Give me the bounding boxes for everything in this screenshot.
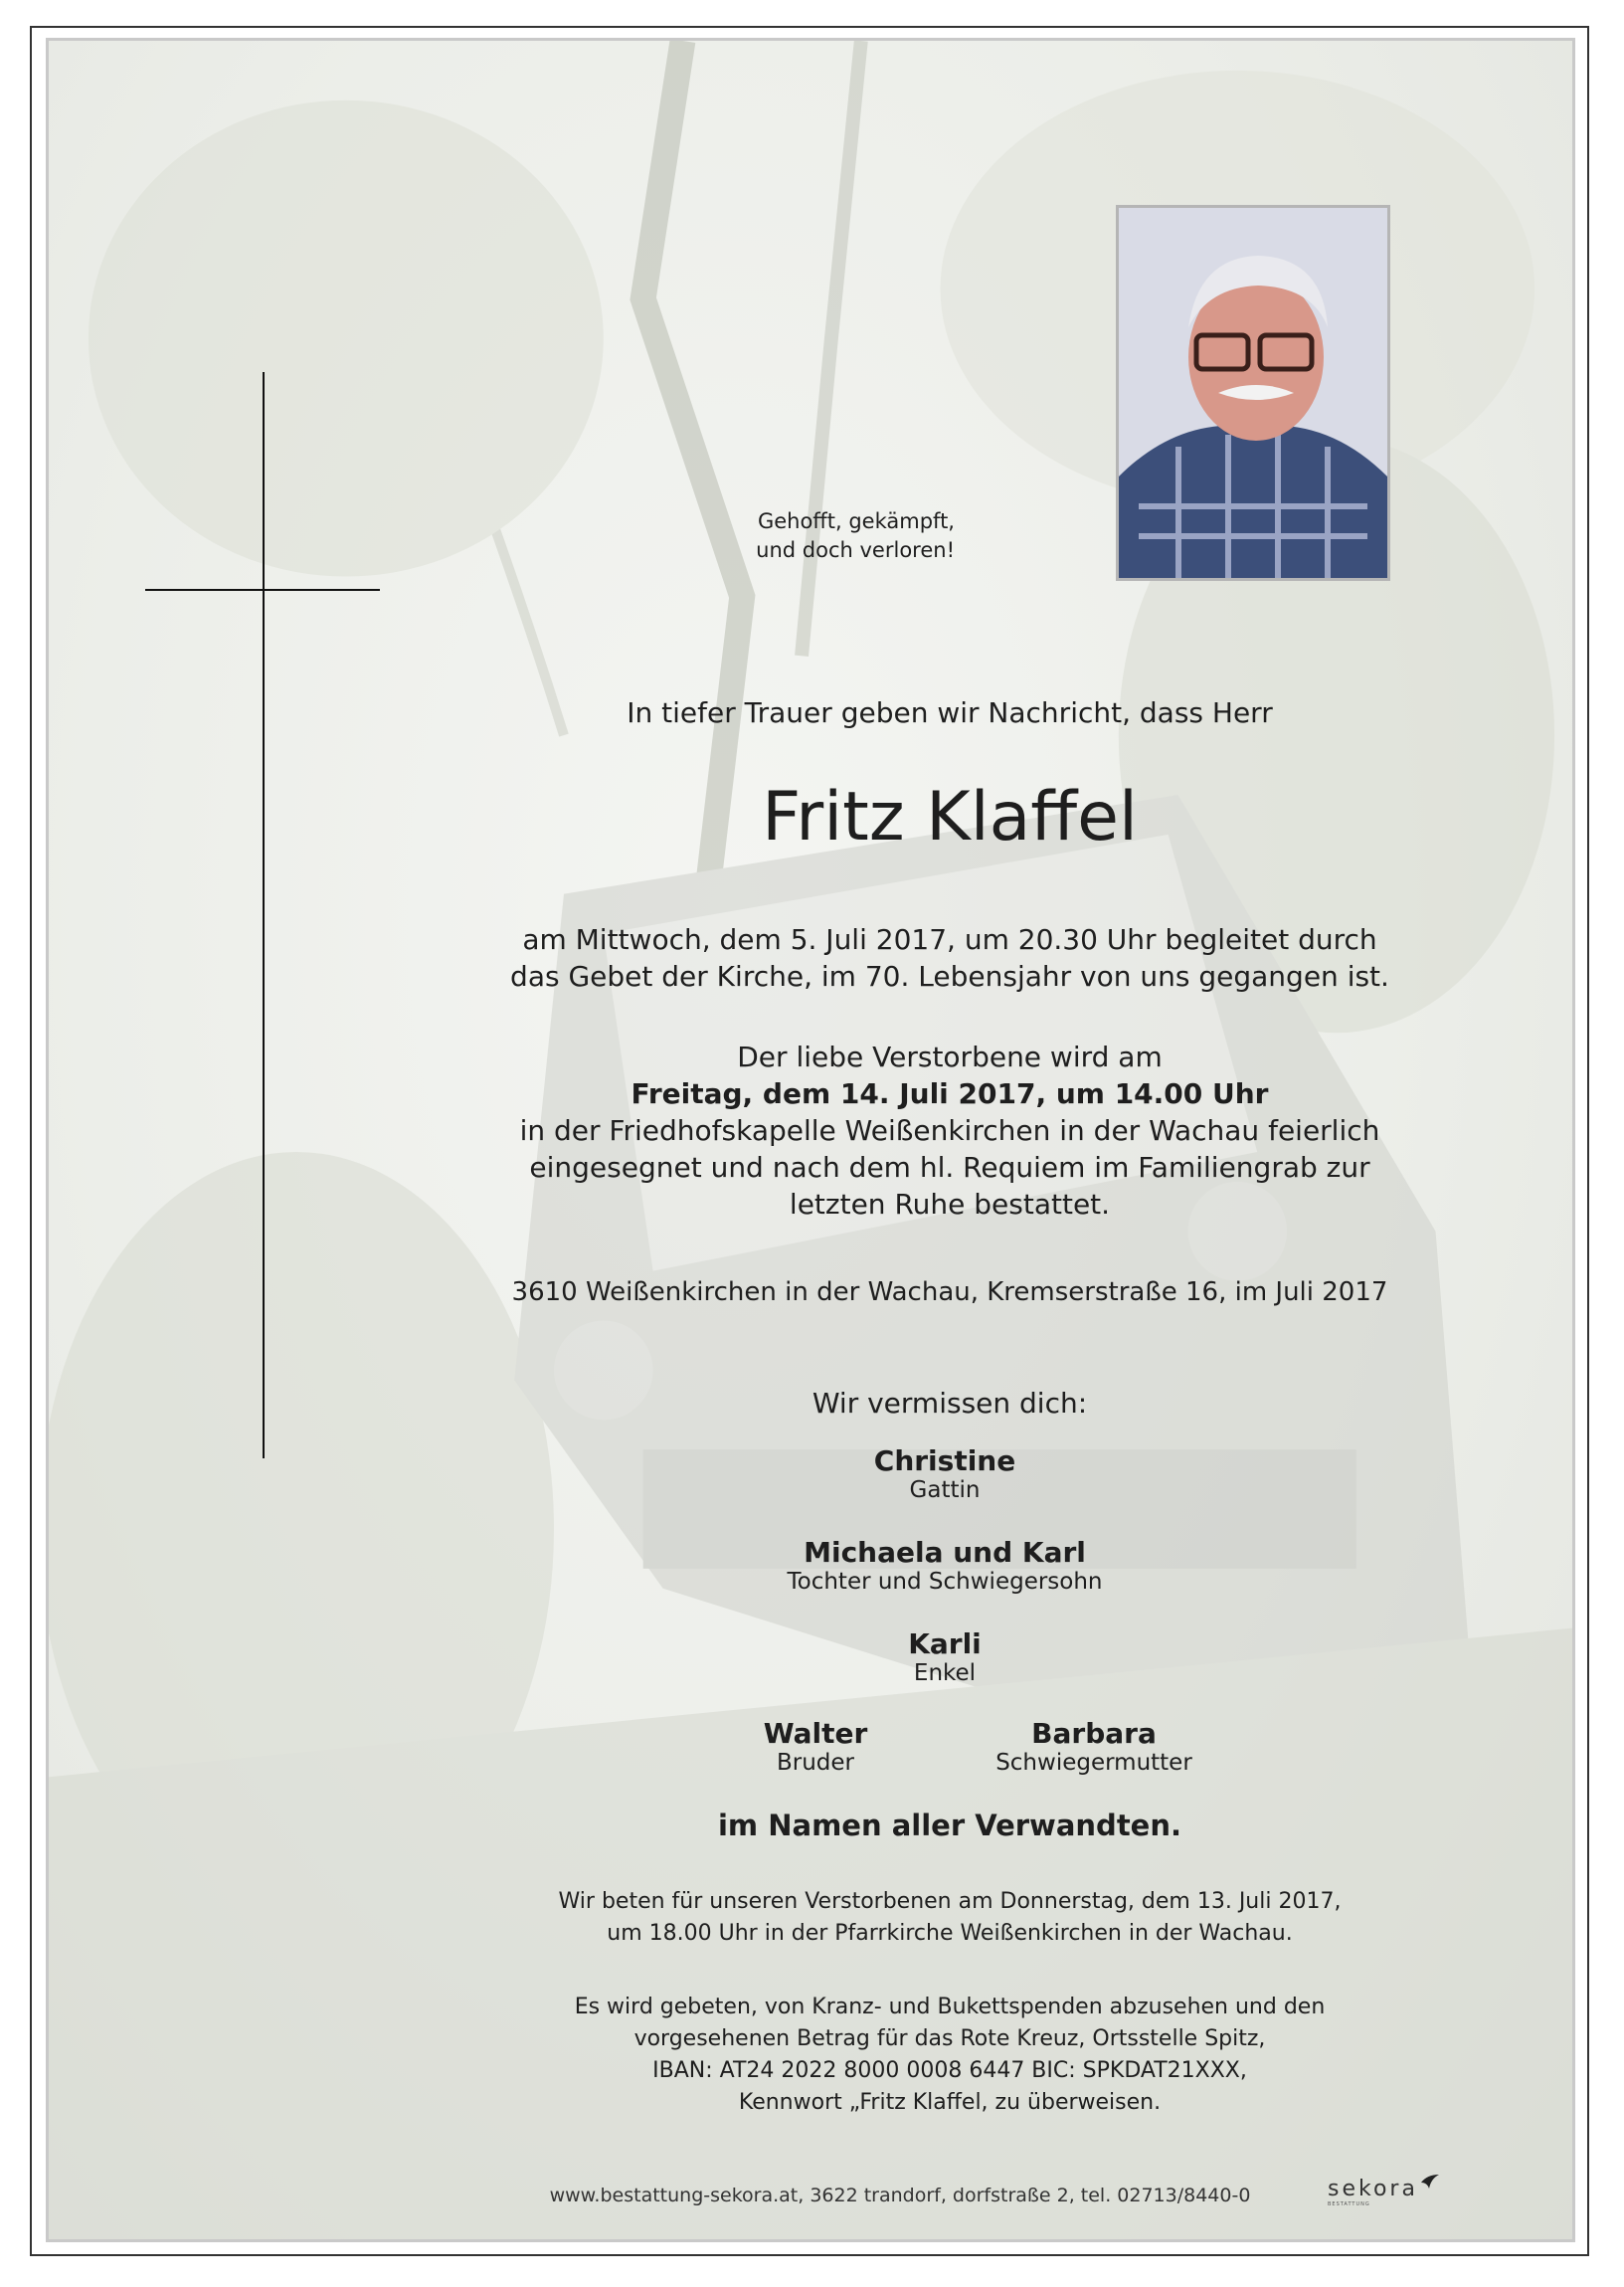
mourner-name: Michaela und Karl <box>804 1536 1086 1569</box>
prayer-line: um 18.00 Uhr in der Pfarrkirche Weißenkirchen in der Wachau. <box>607 1921 1293 1946</box>
burial-line: letzten Ruhe bestattet. <box>789 1188 1111 1221</box>
mourner-name: Walter <box>763 1717 868 1750</box>
motto-line: und doch verloren! <box>756 538 955 562</box>
mourner-name: Karli <box>908 1627 982 1660</box>
footer-contact: www.bestattung-sekora.at, 3622 trandorf, dorfstraße 2, tel. 02713/8440-0 <box>549 2185 1251 2206</box>
deceased-name: Fritz Klaffel <box>762 778 1138 857</box>
prayer-notice <box>477 1886 1422 1950</box>
donation-line: vorgesehenen Betrag für das Rote Kreuz, Ortsstelle Spitz, <box>633 2026 1266 2051</box>
mourner-name: Christine <box>873 1444 1016 1477</box>
mourner-relation: Enkel <box>913 1660 977 1686</box>
donation-line: Es wird gebeten, von Kranz- und Bukettspenden abzusehen und den <box>574 1995 1326 2019</box>
mourner-relation: Tochter und Schwiegersohn <box>787 1569 1103 1595</box>
burial-line: Der liebe Verstorbene wird am <box>737 1041 1163 1073</box>
burial-date: Freitag, dem 14. Juli 2017, um 14.00 Uhr <box>631 1077 1269 1110</box>
mourner-barbara <box>935 1717 1253 1776</box>
place-date: 3610 Weißenkirchen in der Wachau, Kremserstraße 16, im Juli 2017 <box>511 1277 1388 1307</box>
death-notice <box>477 921 1422 995</box>
burial-line: eingesegnet und nach dem hl. Requiem im Familiengrab zur <box>529 1151 1370 1184</box>
mourner-michaela-karl <box>726 1536 1164 1595</box>
cross-horizontal-bar <box>145 589 380 591</box>
burial-info <box>477 1039 1422 1223</box>
mourner-christine <box>776 1444 1114 1503</box>
miss-heading: Wir vermissen dich: <box>812 1387 1088 1420</box>
logo-text: sekora <box>1328 2177 1418 2201</box>
bird-icon <box>1419 2173 1441 2191</box>
mourner-relation: Gattin <box>909 1477 981 1503</box>
notice-line: am Mittwoch, dem 5. Juli 2017, um 20.30 Uhr begleitet durch <box>522 923 1377 956</box>
mourner-name: Barbara <box>1031 1717 1157 1750</box>
donation-line: Kennwort „Fritz Klaffel, zu überweisen. <box>738 2090 1162 2115</box>
mourner-relation: Schwiegermutter <box>995 1750 1192 1776</box>
portrait-photo <box>1116 205 1390 581</box>
motto <box>686 507 955 565</box>
mourner-karli <box>776 1627 1114 1686</box>
mourner-relation: Bruder <box>776 1750 855 1776</box>
logo-subtext: BESTATTUNG <box>1328 2201 1370 2207</box>
notice-line: das Gebet der Kirche, im 70. Lebensjahr von uns gegangen ist. <box>510 960 1389 993</box>
donation-notice <box>477 1992 1422 2119</box>
burial-line: in der Friedhofskapelle Weißenkirchen in der Wachau feierlich <box>519 1114 1380 1147</box>
sekora-logo <box>1328 2177 1437 2210</box>
mourner-walter <box>696 1717 935 1776</box>
intro-line: In tiefer Trauer geben wir Nachricht, dass Herr <box>627 696 1273 729</box>
portrait-image <box>1119 208 1387 578</box>
motto-line: Gehofft, gekämpft, <box>757 509 955 533</box>
prayer-line: Wir beten für unseren Verstorbenen am Donnerstag, dem 13. Juli 2017, <box>558 1889 1342 1914</box>
cross-vertical-bar <box>263 372 265 1458</box>
donation-line: IBAN: AT24 2022 8000 0008 6447 BIC: SPKDAT21XXX, <box>652 2058 1247 2083</box>
relatives-line: im Namen aller Verwandten. <box>717 1809 1182 1842</box>
